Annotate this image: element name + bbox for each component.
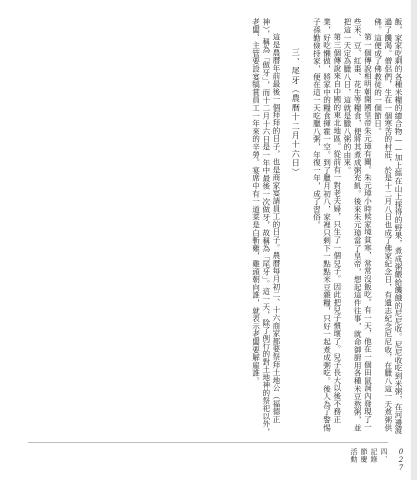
article-body: [48, 18, 403, 438]
paragraph-laba-buddha: 飯，家家吃剩的各種米糧的總合物——加上絲在山上採得的野果，煮成粥餵給饑餓的尼尼收。尼尼收吃到米粥，在河邊渡過了饑渴。僧侶們，生在一個寒苦的村莊，於是十二月八日也成了佛家紀念日，有遺志紀念尼尼收，在臘八這一天煮粥供佛。這便成了佛教徒的一個節日。: [373, 18, 403, 435]
footer-divider: [28, 442, 388, 443]
page-number: 027: [397, 448, 405, 472]
section-heading-weiya: 三、尾牙（農曆十二月十六日）: [291, 48, 302, 177]
running-footer-title: 四、記錄節慶活動: [350, 448, 388, 463]
paragraph-weiya: 這是農曆年前最後一個拜拜的日子，也是商家宴請員工的日子。農曆每月初二、十六商家都要祭拜土地公（福德正神），稱為「做牙」，而十二月十六日是一年中最後一次做牙，故稱為「尾牙」。這一天，除了例行的對土地神的祭祀以外，老闆、主管要設宴犒賞員工一年來的辛勞。宴席中有一道菜是白斬雞，雞頭朝向誰，就表示老闆要解雇誰。: [251, 18, 281, 436]
paragraph-laba-northeast: 第三個傳說來自中國的東北地區。從前有一對老夫婦，只生了一個兒子。因此把兒子慣壞了。兒子長大以後不務正業，好吃懶做，將家中的糧食揮霍一空。到了臘月初八，家裡只剩下一點點米豆雜糧，只好一起煮成粥吃。後人為了警惕子孫勤儉持家，便在這一天吃臘八粥，年復一年，成了習俗。: [312, 18, 342, 432]
page-footer: [0, 446, 417, 472]
paragraph-laba-zhu-yuanzhang: 第一個傳說相明朝開國皇帝朱元璋有關。朱元璋小時候家境貧寒，常常沒飯吃。有一天，他在一個田鼠洞內發現了一些米、豆、紅棗、花生等糧食，便將其煮成粥充飢。後來朱元璋當了皇帝，想起這件往事，就命御廚用各種米豆熬粥，並把這一天定為臘八日，這就是臘八粥的由來。: [342, 18, 373, 432]
page-edge-bar: [411, 0, 417, 480]
